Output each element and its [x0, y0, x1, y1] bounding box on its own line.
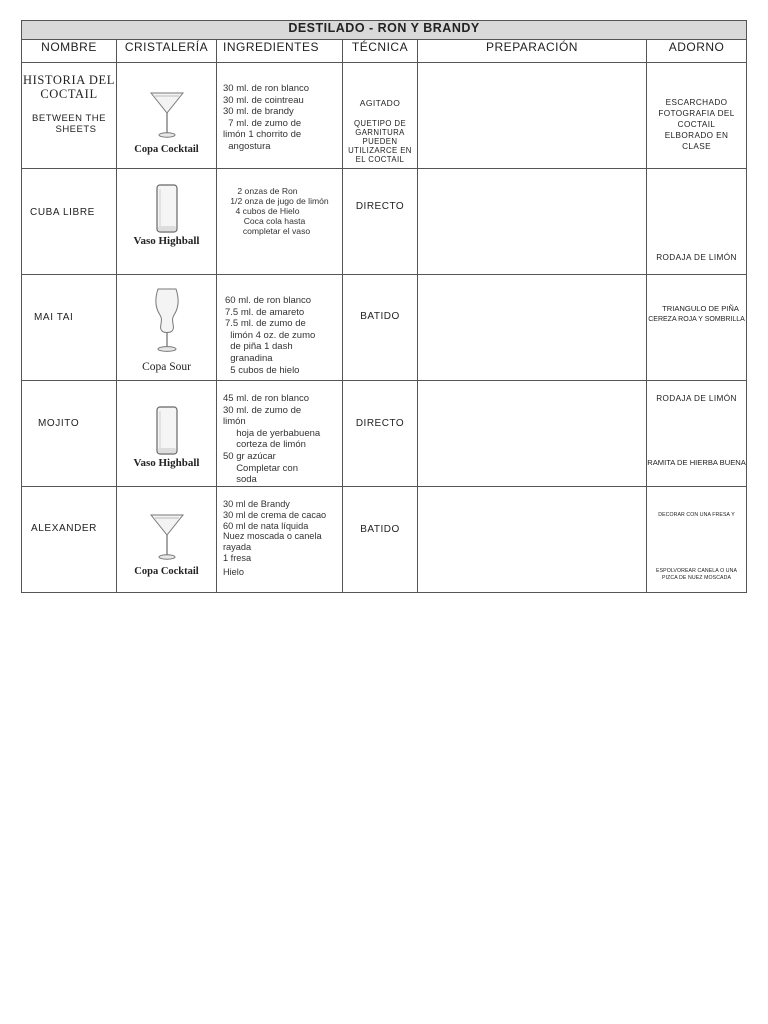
ingredient-line: 60 ml. de ron blanco [225, 295, 312, 306]
technique-cell [343, 381, 417, 486]
highball-glass-icon [155, 183, 179, 235]
glass-label: Copa Sour [142, 361, 191, 373]
header-preparacion: PREPARACIÓN [418, 40, 647, 63]
ingredient-line: 30 ml de crema de cacao [223, 509, 327, 520]
cocktail-table [21, 20, 747, 593]
highball-glass-icon [155, 405, 179, 457]
technique-note-line: EL COCTAIL [355, 155, 405, 164]
technique-cell [343, 63, 417, 168]
garnish-line: ESCARCHADO [665, 98, 728, 107]
technique-cell [343, 169, 417, 274]
garnish: RODAJA DE LIMÓN [656, 253, 737, 262]
technique: AGITADO [359, 98, 401, 108]
technique: BATIDO [360, 311, 400, 322]
technique-note-line: PUEDEN [362, 137, 398, 146]
glass-label: Copa Cocktail [134, 566, 199, 577]
ingredient-line: hoja de yerbabuena [223, 427, 321, 439]
ingredient-line: de piña 1 dash [225, 341, 293, 353]
cocktail-name-line: SHEETS [55, 124, 97, 135]
technique-note-line: UTILIZARCE EN [348, 146, 412, 155]
ingredient-line: 30 ml. de zumo de [223, 404, 302, 416]
martini-glass-icon [150, 513, 184, 561]
glass-cell [117, 275, 216, 380]
cocktail-name-line: BETWEEN THE [32, 113, 106, 124]
garnish-line: CEREZA ROJA Y SOMBRILLA [648, 316, 745, 323]
header-ingredientes: INGREDIENTES [217, 40, 343, 63]
table-row [22, 169, 747, 275]
cocktail-name: MAI TAI [34, 312, 74, 323]
ingredient-line: soda [223, 474, 257, 486]
header-tecnica: TÉCNICA [343, 40, 418, 63]
ingredient-line: Coca cola hasta [243, 216, 306, 226]
ingredient-line: Completar con [223, 462, 298, 474]
ingredient-line: angostura [223, 140, 271, 152]
garnish-cell [647, 275, 746, 380]
technique-note-line: QUETIPO DE [353, 119, 407, 128]
ingredient-line: granadina [225, 352, 273, 364]
glass-cell [117, 487, 216, 592]
ingredient-line: 45 ml. de ron blanco [223, 393, 310, 404]
table-row [22, 381, 747, 487]
ingredient-line: limón 1 chorrito de [223, 129, 302, 141]
ingredient-line: limón 4 oz. de zumo [225, 329, 316, 341]
ingredient-line: 7 ml. de zumo de [223, 117, 302, 129]
glass-label: Vaso Highball [133, 457, 200, 469]
ingredient-line: 60 ml de nata líquida [223, 520, 309, 531]
glass-label: Vaso Highball [133, 235, 200, 247]
ingredient-line: 2 onzas de Ron [237, 186, 298, 196]
ingredient-line: 1 fresa [223, 552, 252, 563]
technique-cell [343, 487, 417, 592]
preparation-cell [418, 63, 646, 168]
ingredient-line: 30 ml. de cointreau [223, 94, 304, 106]
cocktail-sheet [21, 20, 746, 593]
preparation-cell [418, 487, 646, 592]
garnish-line: PIZCA DE NUEZ MOSCADA [662, 574, 732, 581]
ingredients-cell [217, 487, 342, 592]
cocktail-name: CUBA LIBRE [30, 207, 95, 218]
name-cell [22, 487, 116, 592]
glass-cell [117, 169, 216, 274]
ingredient-line: 30 ml de Brandy [223, 499, 290, 509]
sheet-title: DESTILADO - RON Y BRANDY [22, 21, 747, 40]
ingredient-line: 50 gr azúcar [223, 450, 276, 462]
garnish-line: ELBORADO EN [664, 131, 729, 140]
name-cell [22, 381, 116, 486]
ingredients-cell [217, 381, 342, 486]
name-cell [22, 275, 116, 380]
garnish-line: FOTOGRAFIA DEL [658, 109, 735, 118]
name-cell [22, 63, 116, 168]
garnish-line: CLASE [682, 142, 711, 151]
ingredient-line: Hielo [223, 566, 244, 577]
glass-cell [117, 63, 216, 168]
ingredient-line: 30 ml. de brandy [223, 106, 294, 118]
garnish-line: COCTAIL [677, 120, 716, 129]
ingredient-line: 7.5 ml. de zumo de [225, 318, 306, 330]
garnish-cell [647, 63, 746, 168]
ingredient-line: 7.5 ml. de amareto [225, 306, 305, 318]
name-cell [22, 169, 116, 274]
garnish-top: DECORAR CON UNA FRESA Y [658, 512, 735, 518]
ingredients-cell [217, 63, 342, 168]
header-row [22, 40, 747, 63]
garnish-line: ESPOLVOREAR CANELA O UNA [656, 568, 738, 574]
ingredients-cell [217, 275, 342, 380]
ingredient-line: 30 ml. de ron blanco [223, 83, 310, 94]
sour-glass-icon [150, 287, 184, 353]
title-row [22, 21, 747, 40]
garnish-cell [647, 169, 746, 274]
ingredient-line: 4 cubos de Hielo [235, 206, 300, 216]
cocktail-name: ALEXANDER [31, 523, 97, 534]
technique-note-line: GARNITURA [355, 128, 405, 137]
technique-cell [343, 275, 417, 380]
row-title-line: HISTORIA DEL [22, 73, 116, 87]
ingredient-line: Nuez moscada o canela [223, 531, 322, 542]
row-title-line: COCTAIL [40, 87, 98, 101]
ingredient-line: corteza de limón [223, 439, 306, 451]
garnish-line: TRIANGULO DE PIÑA [662, 304, 739, 313]
table-row [22, 63, 747, 169]
ingredient-line: 5 cubos de hielo [225, 364, 300, 376]
technique: DIRECTO [355, 201, 405, 212]
table-row [22, 487, 747, 593]
header-adorno: ADORNO [647, 40, 747, 63]
ingredient-line: limón [223, 416, 246, 428]
technique: BATIDO [360, 524, 400, 535]
garnish-cell [647, 487, 746, 592]
ingredient-line: completar el vaso [242, 226, 311, 236]
technique: DIRECTO [355, 418, 405, 429]
garnish-cell [647, 381, 746, 486]
header-cristaleria: CRISTALERÍA [117, 40, 217, 63]
preparation-cell [418, 381, 646, 486]
ingredient-line: 1/2 onza de jugo de limón [230, 196, 329, 206]
header-nombre: NOMBRE [22, 40, 117, 63]
garnish-top: RODAJA DE LIMÓN [656, 394, 737, 403]
preparation-cell [418, 169, 646, 274]
glass-label: Copa Cocktail [134, 144, 199, 155]
ingredient-line: rayada [223, 542, 252, 553]
table-row [22, 275, 747, 381]
cocktail-name: MOJITO [38, 418, 80, 429]
garnish-bottom: RAMITA DE HIERBA BUENA [647, 458, 746, 467]
glass-cell [117, 381, 216, 486]
preparation-cell [418, 275, 646, 380]
martini-glass-icon [150, 91, 184, 139]
ingredients-cell [217, 169, 342, 274]
